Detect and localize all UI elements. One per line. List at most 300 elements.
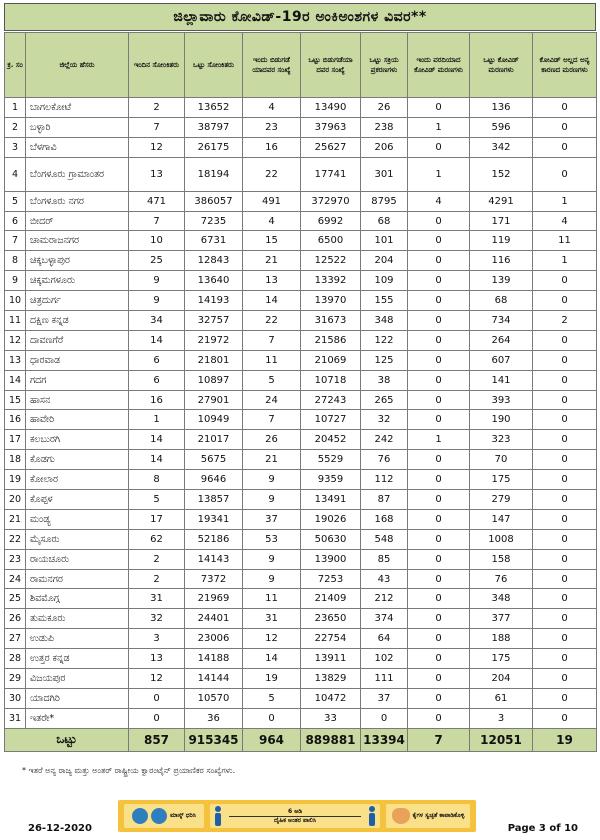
cell-total-deaths: 68	[470, 291, 533, 311]
cell-total-discharged: 19026	[301, 509, 361, 529]
safety-banner	[118, 800, 476, 832]
table-row	[5, 529, 597, 549]
distance-info	[222, 808, 368, 825]
cell-total-cases: 10897	[185, 370, 243, 390]
cell-non-covid-deaths: 0	[533, 669, 597, 689]
cell-non-covid-deaths: 0	[533, 98, 597, 118]
cell-total-discharged: 5529	[301, 450, 361, 470]
cell-serial: 24	[5, 569, 26, 589]
cell-today-discharged: 9	[243, 470, 301, 490]
cell-active-cases: 238	[361, 117, 408, 137]
cell-total-discharged: 6992	[301, 211, 361, 231]
cell-total-cases: 52186	[185, 529, 243, 549]
cell-serial: 21	[5, 509, 26, 529]
header-today-cases: ಇಂದಿನ ಸೋಂಕಿತರು	[129, 33, 185, 98]
cell-total-cases: 13640	[185, 271, 243, 291]
cell-district: ದಾವಣಗೆರೆ	[26, 330, 129, 350]
cell-today-cases: 5	[129, 490, 185, 510]
cell-serial: 22	[5, 529, 26, 549]
table-row	[5, 490, 597, 510]
cell-total-deaths: 147	[470, 509, 533, 529]
person-icon-2	[368, 806, 376, 826]
cell-active-cases: 125	[361, 350, 408, 370]
cell-active-cases: 87	[361, 490, 408, 510]
cell-non-covid-deaths: 0	[533, 137, 597, 157]
table-row	[5, 470, 597, 490]
cell-non-covid-deaths: 4	[533, 211, 597, 231]
cell-today-deaths: 0	[408, 609, 470, 629]
cell-serial: 27	[5, 629, 26, 649]
table-row	[5, 589, 597, 609]
cell-today-deaths: 0	[408, 350, 470, 370]
table-row	[5, 629, 597, 649]
cell-non-covid-deaths: 0	[533, 529, 597, 549]
cell-total-cases: 21017	[185, 430, 243, 450]
cell-today-discharged: 16	[243, 137, 301, 157]
cell-non-covid-deaths: 0	[533, 390, 597, 410]
cell-non-covid-deaths: 0	[533, 117, 597, 137]
cell-non-covid-deaths: 0	[533, 609, 597, 629]
cell-today-deaths: 0	[408, 251, 470, 271]
cell-total-discharged: 6500	[301, 231, 361, 251]
cell-total-cases: 7372	[185, 569, 243, 589]
cell-total-deaths: 393	[470, 390, 533, 410]
cell-active-cases: 43	[361, 569, 408, 589]
cell-district: ಇತರೇ*	[26, 708, 129, 728]
cell-total-deaths: 141	[470, 370, 533, 390]
cell-total-deaths: 204	[470, 669, 533, 689]
cell-total-deaths: 342	[470, 137, 533, 157]
cell-today-cases: 62	[129, 529, 185, 549]
table-row	[5, 137, 597, 157]
cell-today-deaths: 0	[408, 529, 470, 549]
cell-serial: 7	[5, 231, 26, 251]
header-today-discharged: ಇಂದು ಬಿಡುಗಡೆ ಯಾದವರ ಸಂಖ್ಯೆ	[243, 33, 301, 98]
cell-today-cases: 7	[129, 117, 185, 137]
table-header-row	[5, 33, 597, 98]
table-row	[5, 509, 597, 529]
cell-total-cases: 14144	[185, 669, 243, 689]
cell-today-discharged: 23	[243, 117, 301, 137]
cell-district: ದಕ್ಷಿಣ ಕನ್ನಡ	[26, 311, 129, 331]
cell-active-cases: 122	[361, 330, 408, 350]
cell-active-cases: 206	[361, 137, 408, 157]
cell-serial: 5	[5, 191, 26, 211]
cell-today-discharged: 19	[243, 669, 301, 689]
cell-today-cases: 14	[129, 430, 185, 450]
cell-today-cases: 16	[129, 390, 185, 410]
cell-total-cases: 386057	[185, 191, 243, 211]
cell-district: ಬೆಂಗಳೂರು ಗ್ರಾಮಾಂತರ	[26, 157, 129, 191]
cell-active-cases: 38	[361, 370, 408, 390]
cell-district: ಹಾವೇರಿ	[26, 410, 129, 430]
cell-district: ಉತ್ತರ ಕನ್ನಡ	[26, 649, 129, 669]
report-title: ಜಿಲ್ಲಾವಾರು ಕೋವಿಡ್-19ರ ಅಂಕಿಅಂಶಗಳ ವಿವರ**	[4, 3, 596, 31]
cell-total-discharged: 10472	[301, 688, 361, 708]
cell-active-cases: 8795	[361, 191, 408, 211]
table-row	[5, 330, 597, 350]
table-row	[5, 669, 597, 689]
person-icon	[214, 806, 222, 826]
total-today-deaths: 7	[408, 728, 470, 751]
header-total-discharged: ಒಟ್ಟು ಬಿಡುಗಡೆಯಾ ದವರ ಸಂಖ್ಯೆ	[301, 33, 361, 98]
cell-total-deaths: 116	[470, 251, 533, 271]
cell-district: ಯಾದಗಿರಿ	[26, 688, 129, 708]
table-row	[5, 117, 597, 137]
cell-non-covid-deaths: 0	[533, 490, 597, 510]
cell-today-cases: 9	[129, 291, 185, 311]
cell-serial: 25	[5, 589, 26, 609]
total-active: 13394	[361, 728, 408, 751]
cell-total-deaths: 158	[470, 549, 533, 569]
cell-total-discharged: 9359	[301, 470, 361, 490]
cell-today-cases: 12	[129, 669, 185, 689]
cell-district: ಕಲಬುರಗಿ	[26, 430, 129, 450]
cell-total-discharged: 33	[301, 708, 361, 728]
cell-serial: 19	[5, 470, 26, 490]
cell-today-cases: 471	[129, 191, 185, 211]
cell-non-covid-deaths: 0	[533, 549, 597, 569]
cell-serial: 18	[5, 450, 26, 470]
cell-total-cases: 14193	[185, 291, 243, 311]
cell-today-discharged: 5	[243, 370, 301, 390]
cell-today-cases: 31	[129, 589, 185, 609]
cell-today-cases: 0	[129, 688, 185, 708]
cell-active-cases: 76	[361, 450, 408, 470]
cell-today-deaths: 0	[408, 649, 470, 669]
cell-active-cases: 32	[361, 410, 408, 430]
cell-district: ಚಿಕ್ಕಬಳ್ಳಾಪುರ	[26, 251, 129, 271]
cell-total-cases: 13652	[185, 98, 243, 118]
cell-today-deaths: 1	[408, 157, 470, 191]
table-row	[5, 450, 597, 470]
cell-non-covid-deaths: 0	[533, 330, 597, 350]
cell-total-discharged: 23650	[301, 609, 361, 629]
cell-serial: 15	[5, 390, 26, 410]
cell-today-deaths: 0	[408, 490, 470, 510]
cell-today-discharged: 14	[243, 649, 301, 669]
table-row	[5, 549, 597, 569]
cell-total-discharged: 20452	[301, 430, 361, 450]
cell-total-discharged: 27243	[301, 390, 361, 410]
cell-total-cases: 12843	[185, 251, 243, 271]
cell-today-discharged: 53	[243, 529, 301, 549]
cell-district: ರಾಯಚೂರು	[26, 549, 129, 569]
cell-today-cases: 8	[129, 470, 185, 490]
cell-serial: 9	[5, 271, 26, 291]
total-row	[5, 728, 597, 751]
header-non-covid-deaths: ಕೋವಿಡ್ ಅಲ್ಲದ ಅನ್ಯ ಕಾರಣದ ಮರಣಗಳು	[533, 33, 597, 98]
cell-active-cases: 101	[361, 231, 408, 251]
cell-total-deaths: 323	[470, 430, 533, 450]
cell-total-discharged: 37963	[301, 117, 361, 137]
cell-today-discharged: 4	[243, 98, 301, 118]
total-label: ಒಟ್ಟು	[5, 728, 129, 751]
cell-today-cases: 13	[129, 649, 185, 669]
cell-today-deaths: 0	[408, 629, 470, 649]
cell-non-covid-deaths: 0	[533, 708, 597, 728]
cell-today-deaths: 0	[408, 569, 470, 589]
cell-today-cases: 13	[129, 157, 185, 191]
cell-today-cases: 7	[129, 211, 185, 231]
cell-district: ಉಡುಪಿ	[26, 629, 129, 649]
cell-today-discharged: 11	[243, 350, 301, 370]
cell-today-cases: 34	[129, 311, 185, 331]
cell-serial: 20	[5, 490, 26, 510]
cell-total-deaths: 734	[470, 311, 533, 331]
cell-non-covid-deaths: 2	[533, 311, 597, 331]
cell-today-cases: 3	[129, 629, 185, 649]
mask-icon	[132, 808, 148, 824]
cell-today-discharged: 0	[243, 708, 301, 728]
cell-non-covid-deaths: 0	[533, 291, 597, 311]
header-district: ಜಿಲ್ಲೆಯ ಹೆಸರು	[26, 33, 129, 98]
cell-today-discharged: 7	[243, 330, 301, 350]
cell-serial: 10	[5, 291, 26, 311]
cell-today-deaths: 0	[408, 311, 470, 331]
cell-total-discharged: 13970	[301, 291, 361, 311]
cell-district: ಬಳ್ಳಾರಿ	[26, 117, 129, 137]
header-total-deaths: ಒಟ್ಟು ಕೋವಿಡ್ ಮರಣಗಳು	[470, 33, 533, 98]
cell-active-cases: 242	[361, 430, 408, 450]
cell-total-discharged: 13911	[301, 649, 361, 669]
cell-today-deaths: 0	[408, 708, 470, 728]
cell-today-deaths: 4	[408, 191, 470, 211]
cell-today-discharged: 37	[243, 509, 301, 529]
table-row	[5, 430, 597, 450]
cell-total-cases: 27901	[185, 390, 243, 410]
cell-non-covid-deaths: 0	[533, 350, 597, 370]
cell-today-discharged: 31	[243, 609, 301, 629]
cell-serial: 6	[5, 211, 26, 231]
cell-total-discharged: 13490	[301, 98, 361, 118]
cell-total-discharged: 13900	[301, 549, 361, 569]
cell-serial: 13	[5, 350, 26, 370]
total-deaths: 12051	[470, 728, 533, 751]
cell-total-cases: 19341	[185, 509, 243, 529]
cell-total-deaths: 377	[470, 609, 533, 629]
cell-total-discharged: 12522	[301, 251, 361, 271]
distance-text: ದೈಹಿಕ ಅಂತರ ಪಾಲಿಸಿ	[273, 816, 317, 824]
table-row	[5, 311, 597, 331]
total-cases: 915345	[185, 728, 243, 751]
cell-total-deaths: 596	[470, 117, 533, 137]
cell-non-covid-deaths: 0	[533, 410, 597, 430]
total-non-covid-deaths: 19	[533, 728, 597, 751]
cell-total-discharged: 21069	[301, 350, 361, 370]
cell-total-deaths: 152	[470, 157, 533, 191]
cell-today-discharged: 11	[243, 589, 301, 609]
cell-active-cases: 37	[361, 688, 408, 708]
cell-active-cases: 212	[361, 589, 408, 609]
cell-total-cases: 14188	[185, 649, 243, 669]
cell-today-discharged: 12	[243, 629, 301, 649]
cell-today-deaths: 0	[408, 231, 470, 251]
cell-total-cases: 26175	[185, 137, 243, 157]
header-serial: ಕ್ರ. ಸಂ	[5, 33, 26, 98]
cell-total-deaths: 348	[470, 589, 533, 609]
cell-total-cases: 36	[185, 708, 243, 728]
cell-serial: 31	[5, 708, 26, 728]
cell-serial: 1	[5, 98, 26, 118]
cell-serial: 30	[5, 688, 26, 708]
cell-today-deaths: 0	[408, 470, 470, 490]
cell-today-discharged: 21	[243, 450, 301, 470]
cell-total-cases: 13857	[185, 490, 243, 510]
cell-today-discharged: 22	[243, 157, 301, 191]
cell-total-deaths: 190	[470, 410, 533, 430]
cell-today-discharged: 13	[243, 271, 301, 291]
total-today-discharged: 964	[243, 728, 301, 751]
cell-non-covid-deaths: 0	[533, 629, 597, 649]
cell-serial: 26	[5, 609, 26, 629]
cell-active-cases: 26	[361, 98, 408, 118]
cell-today-discharged: 4	[243, 211, 301, 231]
table-row	[5, 231, 597, 251]
cell-non-covid-deaths: 0	[533, 370, 597, 390]
cell-total-deaths: 136	[470, 98, 533, 118]
cell-today-deaths: 0	[408, 330, 470, 350]
cell-non-covid-deaths: 0	[533, 649, 597, 669]
cell-total-discharged: 21409	[301, 589, 361, 609]
cell-today-discharged: 9	[243, 569, 301, 589]
cell-today-cases: 32	[129, 609, 185, 629]
cell-today-deaths: 0	[408, 669, 470, 689]
cell-serial: 17	[5, 430, 26, 450]
cell-total-cases: 7235	[185, 211, 243, 231]
cell-total-discharged: 25627	[301, 137, 361, 157]
distance-panel	[210, 804, 380, 828]
cell-total-cases: 21972	[185, 330, 243, 350]
footnote: * ಇತರೆ ಅನ್ಯ ರಾಜ್ಯ ಮತ್ತು ಅಂತರ್ ರಾಷ್ಟ್ರೀಯ ಕ್ವಾರಂಟೈನ್ ಪ್ರಯಾಣಿಕರ ಸಂಖ್ಯೆಗಳು.	[22, 766, 236, 775]
cell-active-cases: 111	[361, 669, 408, 689]
cell-serial: 12	[5, 330, 26, 350]
cell-total-cases: 10570	[185, 688, 243, 708]
cell-total-cases: 21801	[185, 350, 243, 370]
table-row	[5, 688, 597, 708]
cell-serial: 23	[5, 549, 26, 569]
total-discharged: 889881	[301, 728, 361, 751]
cell-total-deaths: 171	[470, 211, 533, 231]
table-row	[5, 350, 597, 370]
mask-panel	[124, 804, 204, 828]
cell-today-deaths: 1	[408, 430, 470, 450]
cell-total-discharged: 13829	[301, 669, 361, 689]
cell-today-cases: 25	[129, 251, 185, 271]
total-today-cases: 857	[129, 728, 185, 751]
cell-today-deaths: 0	[408, 271, 470, 291]
cell-total-discharged: 22754	[301, 629, 361, 649]
mask-text: ಮಾಸ್ಕ್ ಧರಿಸಿ	[170, 812, 196, 819]
table-row	[5, 251, 597, 271]
mask-icon-2	[151, 808, 167, 824]
cell-non-covid-deaths: 0	[533, 157, 597, 191]
cell-district: ಗದಗ	[26, 370, 129, 390]
cell-active-cases: 548	[361, 529, 408, 549]
cell-total-discharged: 17741	[301, 157, 361, 191]
cell-district: ಹಾಸನ	[26, 390, 129, 410]
cell-serial: 16	[5, 410, 26, 430]
cell-total-deaths: 1008	[470, 529, 533, 549]
cell-non-covid-deaths: 0	[533, 470, 597, 490]
cell-today-discharged: 22	[243, 311, 301, 331]
covid-district-table	[4, 32, 597, 752]
hands-icon	[392, 808, 410, 824]
cell-serial: 8	[5, 251, 26, 271]
cell-today-cases: 17	[129, 509, 185, 529]
cell-district: ಕೊಪ್ಪಳ	[26, 490, 129, 510]
cell-district: ಬೆಂಗಳೂರು ನಗರ	[26, 191, 129, 211]
cell-total-discharged: 21586	[301, 330, 361, 350]
cell-today-discharged: 21	[243, 251, 301, 271]
cell-total-discharged: 31673	[301, 311, 361, 331]
cell-active-cases: 168	[361, 509, 408, 529]
distance-arrow	[229, 816, 360, 817]
cell-serial: 4	[5, 157, 26, 191]
cell-today-deaths: 0	[408, 450, 470, 470]
cell-total-deaths: 175	[470, 470, 533, 490]
cell-active-cases: 64	[361, 629, 408, 649]
cell-total-discharged: 13392	[301, 271, 361, 291]
cell-active-cases: 155	[361, 291, 408, 311]
cell-non-covid-deaths: 0	[533, 430, 597, 450]
distance-value: 6 ಅಡಿ	[288, 807, 302, 815]
cell-non-covid-deaths: 1	[533, 191, 597, 211]
cell-today-cases: 1	[129, 410, 185, 430]
cell-total-deaths: 119	[470, 231, 533, 251]
cell-district: ಬೆಳಗಾವಿ	[26, 137, 129, 157]
cell-total-cases: 21969	[185, 589, 243, 609]
cell-non-covid-deaths: 0	[533, 569, 597, 589]
cell-today-cases: 2	[129, 549, 185, 569]
cell-today-deaths: 0	[408, 589, 470, 609]
cell-non-covid-deaths: 1	[533, 251, 597, 271]
cell-total-cases: 14143	[185, 549, 243, 569]
cell-active-cases: 301	[361, 157, 408, 191]
cell-total-deaths: 70	[470, 450, 533, 470]
cell-today-cases: 12	[129, 137, 185, 157]
cell-district: ರಾಮನಗರ	[26, 569, 129, 589]
cell-active-cases: 102	[361, 649, 408, 669]
table-row	[5, 410, 597, 430]
cell-total-cases: 18194	[185, 157, 243, 191]
cell-district: ಧಾರವಾಡ	[26, 350, 129, 370]
table-row	[5, 649, 597, 669]
cell-total-deaths: 264	[470, 330, 533, 350]
cell-today-deaths: 0	[408, 370, 470, 390]
cell-today-deaths: 0	[408, 410, 470, 430]
table-row	[5, 291, 597, 311]
cell-today-deaths: 0	[408, 509, 470, 529]
cell-today-cases: 2	[129, 569, 185, 589]
cell-total-deaths: 175	[470, 649, 533, 669]
cell-district: ಶಿವಮೊಗ್ಗ	[26, 589, 129, 609]
table-row	[5, 390, 597, 410]
cell-total-cases: 6731	[185, 231, 243, 251]
cell-total-cases: 32757	[185, 311, 243, 331]
cell-today-cases: 14	[129, 330, 185, 350]
cell-today-cases: 2	[129, 98, 185, 118]
cell-active-cases: 348	[361, 311, 408, 331]
hands-text: ಕೈಗಳ ಸ್ವಚ್ಛತೆ ಕಾಪಾಡಿಕೊಳ್ಳಿ	[412, 812, 465, 819]
cell-district: ಮೈಸೂರು	[26, 529, 129, 549]
cell-total-deaths: 188	[470, 629, 533, 649]
cell-total-cases: 10949	[185, 410, 243, 430]
page-number: Page 3 of 10	[507, 823, 578, 834]
cell-district: ಬೀದರ್	[26, 211, 129, 231]
cell-district: ಚಿಕ್ಕಮಗಳೂರು	[26, 271, 129, 291]
cell-today-discharged: 9	[243, 549, 301, 569]
